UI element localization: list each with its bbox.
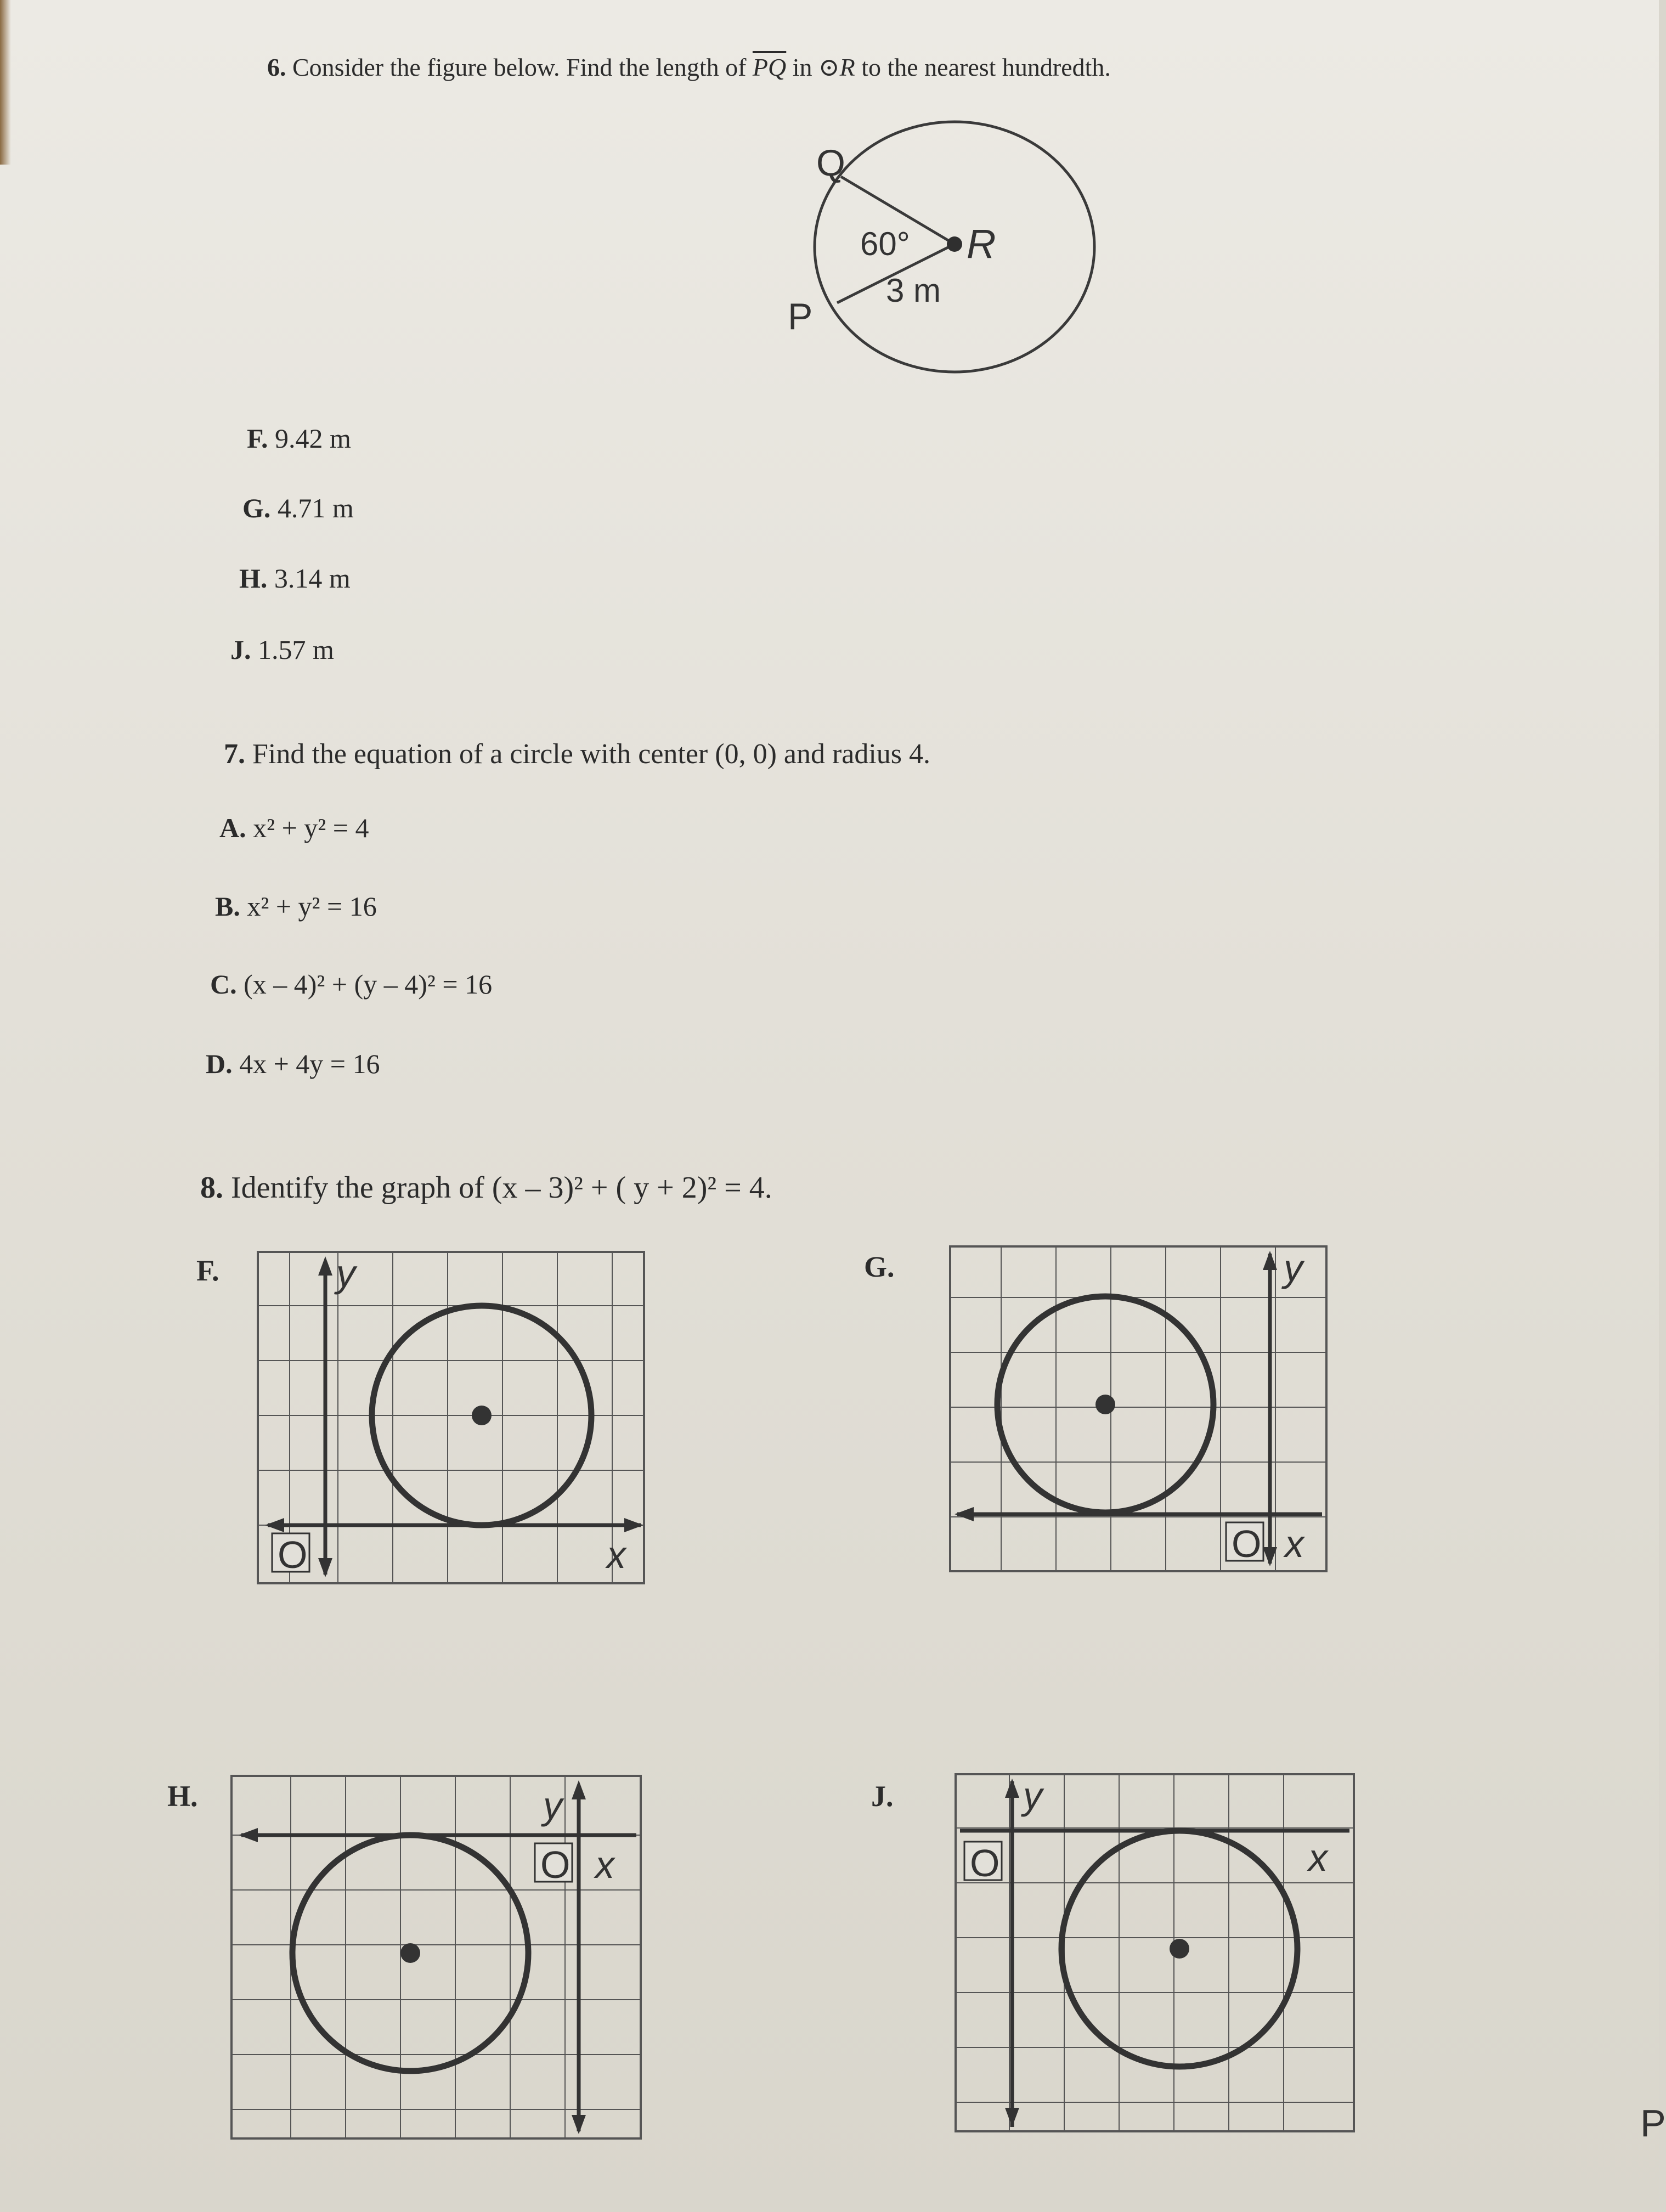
origin-label: O (540, 1843, 571, 1886)
x-axis-arrow-left (239, 1828, 258, 1842)
question-6-text-pre: Consider the figure below. Find the length of (292, 53, 753, 81)
question-7-number: 7. (224, 738, 245, 770)
graph-h-letter: H. (167, 1780, 198, 1813)
option-letter: J. (230, 634, 251, 665)
graph-j-letter: J. (871, 1780, 894, 1813)
y-axis-label: y (543, 1784, 562, 1827)
circle-center-point (1095, 1395, 1115, 1414)
origin-label: O (1232, 1522, 1262, 1565)
option-letter: D. (206, 1048, 233, 1079)
grid (956, 1774, 1354, 2131)
graph-g-letter: G. (864, 1250, 895, 1283)
x-axis-label: x (1308, 1836, 1328, 1879)
option-letter: B. (215, 891, 240, 922)
y-axis-label: y (336, 1252, 355, 1295)
radius-label: 3 m (886, 272, 941, 309)
circle-center-point (472, 1406, 492, 1425)
y-axis-arrow-down (318, 1558, 332, 1577)
page-edge-shadow (0, 0, 11, 165)
circle-center-point (400, 1943, 420, 1963)
y-axis-arrow-up (318, 1256, 332, 1276)
question-6-prompt (267, 52, 1111, 82)
option-text: 4x + 4y = 16 (239, 1048, 380, 1079)
x-axis-label: x (595, 1843, 614, 1886)
option-text: x² + y² = 16 (247, 891, 377, 922)
x-axis-label: x (1285, 1522, 1304, 1565)
graph-f[interactable] (257, 1251, 645, 1584)
origin-label: O (970, 1842, 1000, 1884)
option-text: 3.14 m (274, 563, 351, 594)
option-text: (x – 4)² + (y – 4)² = 16 (244, 969, 493, 1000)
option-a-q7 (219, 812, 369, 844)
question-7-text: Find the equation of a circle with center (0, 0) and radius 4. (252, 738, 931, 770)
question-6-text-post: to the nearest hundredth. (855, 53, 1111, 81)
option-letter: G. (242, 493, 271, 523)
x-axis-arrow-left (955, 1507, 974, 1521)
option-g-q6 (242, 492, 354, 524)
option-h-q6 (239, 562, 351, 594)
option-text: 4.71 m (277, 493, 354, 523)
y-axis-arrow-down (572, 2115, 586, 2134)
y-axis-arrow-up (572, 1780, 586, 1799)
y-axis-arrow-up (1005, 1779, 1019, 1798)
circle-r-figure (768, 110, 1119, 384)
label-p: P (788, 296, 813, 337)
graph-f-letter: F. (196, 1254, 219, 1287)
y-axis-label: y (1284, 1246, 1303, 1289)
option-text: x² + y² = 4 (253, 812, 369, 843)
option-d-q7 (206, 1048, 380, 1080)
question-7-prompt (224, 738, 930, 770)
question-6-circle-name: R (839, 53, 855, 81)
x-axis-arrow-right (624, 1518, 643, 1532)
question-8-prompt (200, 1170, 772, 1205)
page-edge-letter: P (1640, 2102, 1666, 2145)
option-letter: C. (210, 969, 237, 1000)
angle-label: 60° (860, 225, 910, 262)
origin-label: O (278, 1533, 308, 1576)
label-q: Q (816, 142, 845, 184)
label-r: R (967, 221, 996, 267)
x-axis-label: x (607, 1533, 626, 1576)
question-8-number: 8. (200, 1171, 223, 1205)
option-text: 9.42 m (274, 423, 351, 454)
center-r-point (947, 236, 962, 252)
option-letter: H. (239, 563, 268, 594)
grid (258, 1252, 644, 1583)
circle-center-point (1170, 1939, 1189, 1959)
question-6-text-mid: in (786, 53, 819, 81)
question-6-number: 6. (267, 53, 286, 81)
circle-symbol: ⊙ (818, 53, 840, 81)
option-f-q6 (247, 422, 351, 454)
graph-g[interactable] (949, 1245, 1328, 1572)
question-6-arc: $\overline{PQ}$ (752, 53, 787, 81)
option-letter: F. (247, 423, 268, 454)
option-text: 1.57 m (258, 634, 334, 665)
graph-h[interactable] (230, 1775, 642, 2140)
option-letter: A. (219, 812, 246, 843)
option-c-q7 (210, 968, 492, 1000)
option-j-q6 (230, 634, 334, 665)
y-axis-arrow-down (1005, 2108, 1019, 2127)
y-axis-label: y (1023, 1774, 1042, 1817)
option-b-q7 (215, 890, 377, 922)
graph-j[interactable] (955, 1773, 1355, 2132)
x-axis-arrow-left (265, 1518, 284, 1532)
question-8-text: Identify the graph of (x – 3)² + ( y + 2)² = 4. (231, 1171, 772, 1205)
